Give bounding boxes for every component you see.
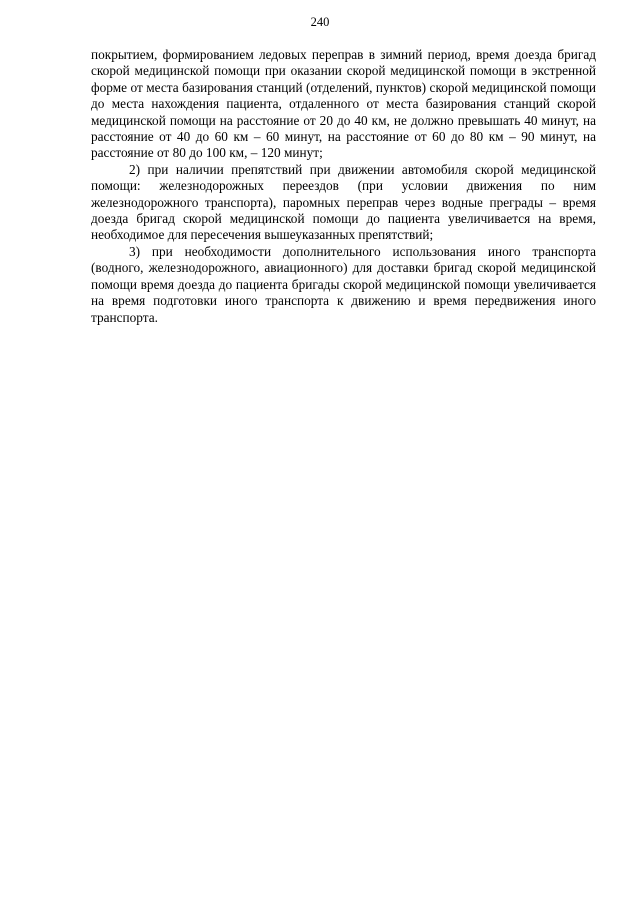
paragraph-item-3: 3) при необходимости дополнительного использования иного транспорта (водного, железнодорожного, авиационного) для доставки бригад скорой медицинской помощи время доезда до пациента бригады скорой медицинской помощи увеличивается на время подготовки иного транспорта к движению и время передвижения иного транспорта.	[91, 243, 596, 325]
page-number: 240	[310, 15, 330, 29]
paragraph-item-2: 2) при наличии препятствий при движении автомобиля скорой медицинской помощи: железнодорожных переездов (при условии движения по ним железнодорожного транспорта), паромных переправ через водные преграды – время доезда бригад скорой медицинской помощи до пациента увеличивается на время, необходимое для пересечения вышеуказанных препятствий;	[91, 161, 596, 243]
paragraph-continuation: покрытием, формированием ледовых переправ в зимний период, время доезда бригад скорой медицинской помощи при оказании скорой медицинской помощи в экстренной форме от места базирования станций (отделений, пунктов) скорой медицинской помощи до места нахождения пациента, отдаленного от места базирования станций скорой медицинской помощи на расстояние от 20 до 40 км, не должно превышать 40 минут, на расстояние от 40 до 60 км – 60 минут, на расстояние от 60 до 80 км – 90 минут, на расстояние от 80 до 100 км, – 120 минут;	[91, 47, 596, 161]
document-body	[91, 47, 596, 326]
